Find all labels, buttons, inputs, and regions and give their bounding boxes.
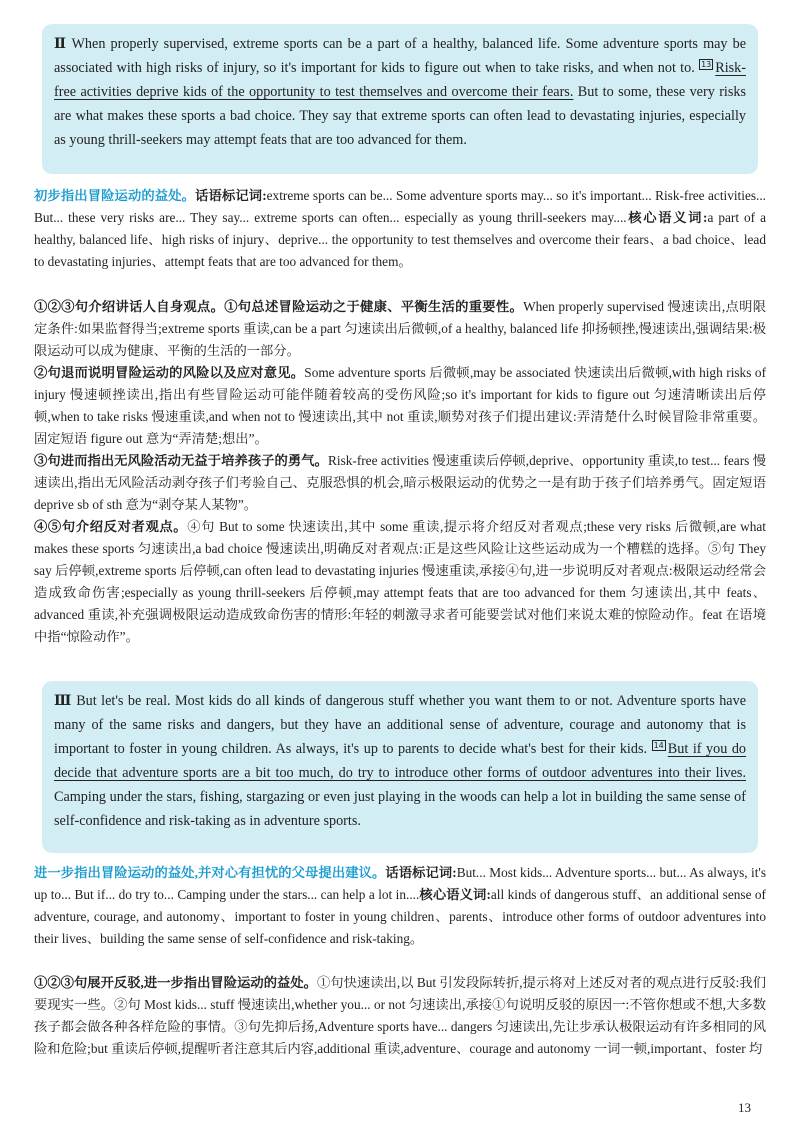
page-number: 13 [738, 1100, 751, 1115]
passage-sentence: Camping under the stars, fishing, stargazing or even just playing in the woods can help a lot in building the same sense of self-confidence and risk-taking as in adventure sports. [54, 789, 746, 829]
analysis-paragraph-4 [34, 450, 766, 516]
underlined-sentence: But if you do decide that adventure sports are a bit too much, do try to introduce other forms of outdoor adventures into their lives. [54, 741, 747, 781]
core-words: a part of a healthy, balanced life、high risks of injury、deprive... the opportunity to test themselves and overcome their fears、a bad choice、lead to devastating injuries、attempt feats that are too advanced for them。 [34, 210, 766, 269]
analysis-heading: ④⑤句介绍反对者观点。 [34, 519, 188, 534]
analysis-paragraph-7 [34, 972, 766, 1060]
analysis-heading: 初步指出冒险运动的益处。 [34, 188, 196, 203]
label-discourse-markers: 话语标记词: [195, 188, 267, 203]
passage-text [54, 689, 746, 833]
passage-sentence: But to some, these very risks are what makes these sports a bad choice. They say that extreme sports can often lead to devastating injuries, especially as young thrill-seekers may attempt feats that are too advanced for them. [54, 84, 746, 148]
underlined-sentence: Risk-free activities deprive kids of the opportunity to test themselves and overcome their fears. [54, 60, 746, 100]
question-marker: 13 [701, 60, 712, 69]
label-core-words: 核心语义词: [626, 210, 708, 225]
section-numeral: Ⅱ [54, 36, 68, 52]
core-words: all kinds of dangerous stuff、an additional sense of adventure, courage, and autonomy、important to foster in young children、parents、introduce other forms of outdoor adventures into their lives、building the same sense of self-confidence and risk-taking。 [34, 887, 766, 946]
passage-sentence: But let's be real. Most kids do all kinds of dangerous stuff whether you want them to or not. Adventure sports have many of the same risks and dangers, but they have an additional sense of adventure, courage and autonomy that is important to foster in young children. As always, it's up to parents to decide what's best for their kids. [54, 693, 746, 757]
analysis-paragraph-3 [34, 362, 766, 450]
discourse-markers: extreme sports can be... Some adventure sports may... so it's important... Risk-free activities... But... these very risks are... They say... extreme sports can often... especially as young thrill-seekers may.... [34, 188, 766, 225]
analysis-heading: ③句进而指出无风险活动无益于培养孩子的勇气。 [34, 453, 328, 468]
question-marker: 14 [653, 741, 664, 750]
passage-box-3 [42, 681, 758, 853]
analysis-paragraph-6 [34, 862, 766, 950]
analysis-text: ①句快速读出,以 But 引发段际转折,提示将对上述反对者的观点进行反驳:我们要现实一些。②句 Most kids... stuff 慢速读出,whether you... or not 匀速读出,承接①句说明反驳的原因一:不管你想或不想,大多数孩子都会做各种各样危险的事情。③句先抑后扬,Adventure sports have... dangers 匀速读出,先让步承认极限运动有许多相同的风险和危险;but 重读后停顿,提醒听者注意其后内容,additional 重读,adventure、courage and autonomy 一词一顿,important、foster 均 [34, 975, 767, 1056]
analysis-heading: ①②③句展开反驳,进一步指出冒险运动的益处。 [34, 975, 317, 990]
label-core-words: 核心语义词: [419, 887, 491, 902]
passage-box-2 [42, 24, 758, 174]
passage-sentence: When properly supervised, extreme sports can be a part of a healthy, balanced life. Some adventure sports may be associated with high risks of injury, so it's important for kids to figure out when to take risks, and when not to. [54, 36, 746, 76]
analysis-paragraph-5 [34, 516, 766, 648]
analysis-text: Some adventure sports 后微顿,may be associated 快速读出后微顿,with high risks of injury 慢速顿挫读出,指出有些冒险运动可能伴随着较高的受伤风险;so it's important for kids to figure out 匀速清晰读出后停顿,when to take risks 慢速重读,and when not to 慢速读出,其中 not 重读,顺势对孩子们提出建议:弄清楚什么时候冒险非常重要。固定短语 figure out 意为“弄清楚;想出”。 [34, 365, 767, 446]
analysis-paragraph-2 [34, 296, 766, 362]
section-numeral: Ⅲ [54, 693, 73, 709]
discourse-markers: But... Most kids... Adventure sports... but... As always, it's up to... But if... do try to... Camping under the stars... can help a lot in.... [34, 865, 766, 902]
analysis-heading: ①②③句介绍讲话人自身观点。①句总述冒险运动之于健康、平衡生活的重要性。 [34, 299, 524, 314]
analysis-heading: 进一步指出冒险运动的益处,并对心有担忧的父母提出建议。 [34, 865, 386, 880]
passage-text [54, 32, 746, 152]
analysis-heading: ②句退而说明冒险运动的风险以及应对意见。 [34, 365, 305, 380]
label-discourse-markers: 话语标记词: [385, 865, 457, 880]
analysis-text: Risk-free activities 慢速重读后停顿,deprive、opportunity 重读,to test... fears 慢速读出,指出无风险活动剥夺孩子们考验自己、克服恐惧的机会,暗示极限运动的优势之一是有助于孩子们培养勇气。固定短语 deprive sb of sth 意为“剥夺某人某物”。 [34, 453, 766, 512]
analysis-text: ④句 But to some 快速读出,其中 some 重读,提示将介绍反对者观点;these very risks 后微顿,are what makes these sports 匀速读出,a bad choice 慢速读出,明确反对者观点:正是这些风险让这些运动成为一个糟糕的选择。⑤句 They say 后停顿,extreme sports 后停顿,can often lead to devastating injuries 慢速重读,承接④句,进一步说明反对者观点:极限运动经常会造成致命伤害;especially as young thrill-seekers 后停顿,may attempt feats that are too advanced for them 匀速读出,其中 feats、advanced 重读,补充强调极限运动造成致命伤害的情形:年轻的刺激寻求者可能要尝试对他们来说太难的惊险动作。feat 在语境中指“惊险动作”。 [34, 519, 767, 644]
analysis-paragraph-1 [34, 185, 766, 273]
analysis-text: When properly supervised 慢速读出,点明限定条件:如果监督得当;extreme sports 重读,can be a part 匀速读出后微顿,of a healthy, balanced life 抑扬顿挫,慢速读出,强调结果:极限运动可以成为健康、平衡的生活的一部分。 [34, 299, 767, 358]
